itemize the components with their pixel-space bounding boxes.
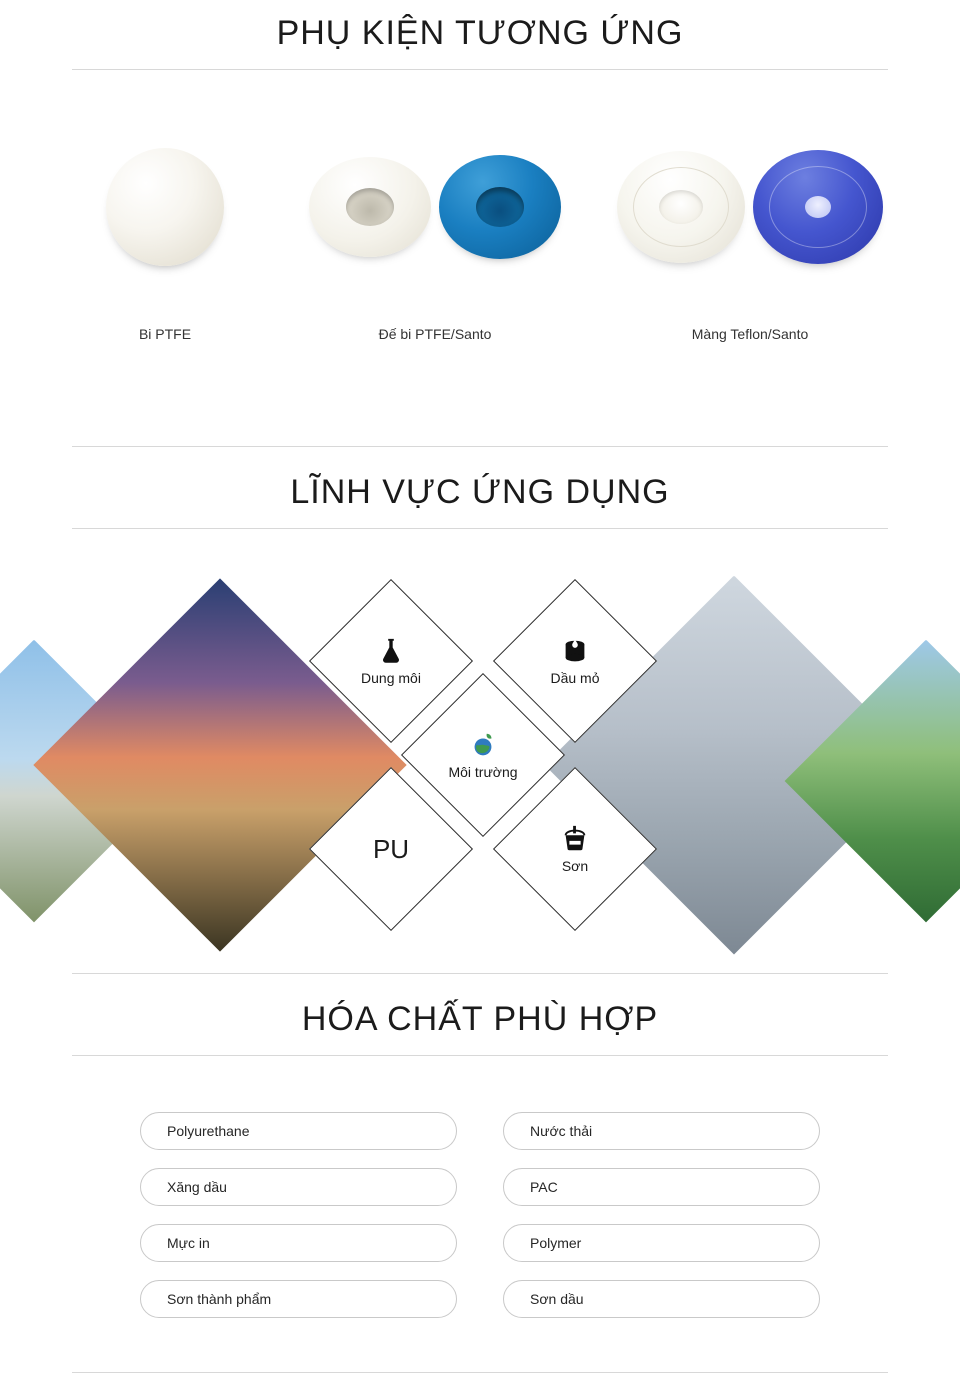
accessory-caption: Màng Teflon/Santo [691,326,809,342]
chemical-item[interactable]: Polyurethane [140,1112,457,1150]
oil-barrel-icon [560,636,590,666]
page-title-applications: LĨNH VỰC ỨNG DỤNG [290,473,670,511]
application-label: Môi trường [448,764,518,780]
application-label: Dung môi [361,670,421,686]
divider [72,1372,888,1373]
page-title-chemicals: HÓA CHẤT PHÙ HỢP [301,1000,659,1038]
page-title-accessories: PHỤ KIỆN TƯƠNG ỨNG [276,14,684,52]
chemical-item[interactable]: Mực in [140,1224,457,1262]
application-label: Dầu mỏ [550,670,600,686]
application-label: Sơn [561,858,589,874]
applications-diagram [0,585,960,945]
ptfe-ball-icon [106,148,224,266]
accessory-images [585,132,915,282]
accessory-caption: Đế bi PTFE/Santo [378,326,492,342]
accessory-images [285,132,585,282]
chemical-item[interactable]: Polymer [503,1224,820,1262]
application-label: PU [372,833,410,864]
earth-leaf-icon [468,730,498,760]
chemical-item[interactable]: Xăng dầu [140,1168,457,1206]
white-diaphragm-icon [617,151,745,263]
chemical-item[interactable]: Sơn thành phẩm [140,1280,457,1318]
accessories-gallery [0,70,960,342]
accessory-caption: Bi PTFE [138,326,192,342]
chemical-item[interactable]: Sơn dầu [503,1280,820,1318]
flask-icon [376,636,406,666]
accessory-images [45,132,285,282]
chemical-item[interactable]: Nước thải [503,1112,820,1150]
accessory-item [285,132,585,342]
accessory-item [45,132,285,342]
blue-seat-icon [439,155,561,259]
chemical-list [0,1056,960,1318]
divider [72,528,888,529]
chemical-item[interactable]: PAC [503,1168,820,1206]
accessory-item [585,132,915,342]
paint-bucket-icon [560,824,590,854]
blue-diaphragm-icon [753,150,883,264]
white-seat-icon [309,157,431,257]
